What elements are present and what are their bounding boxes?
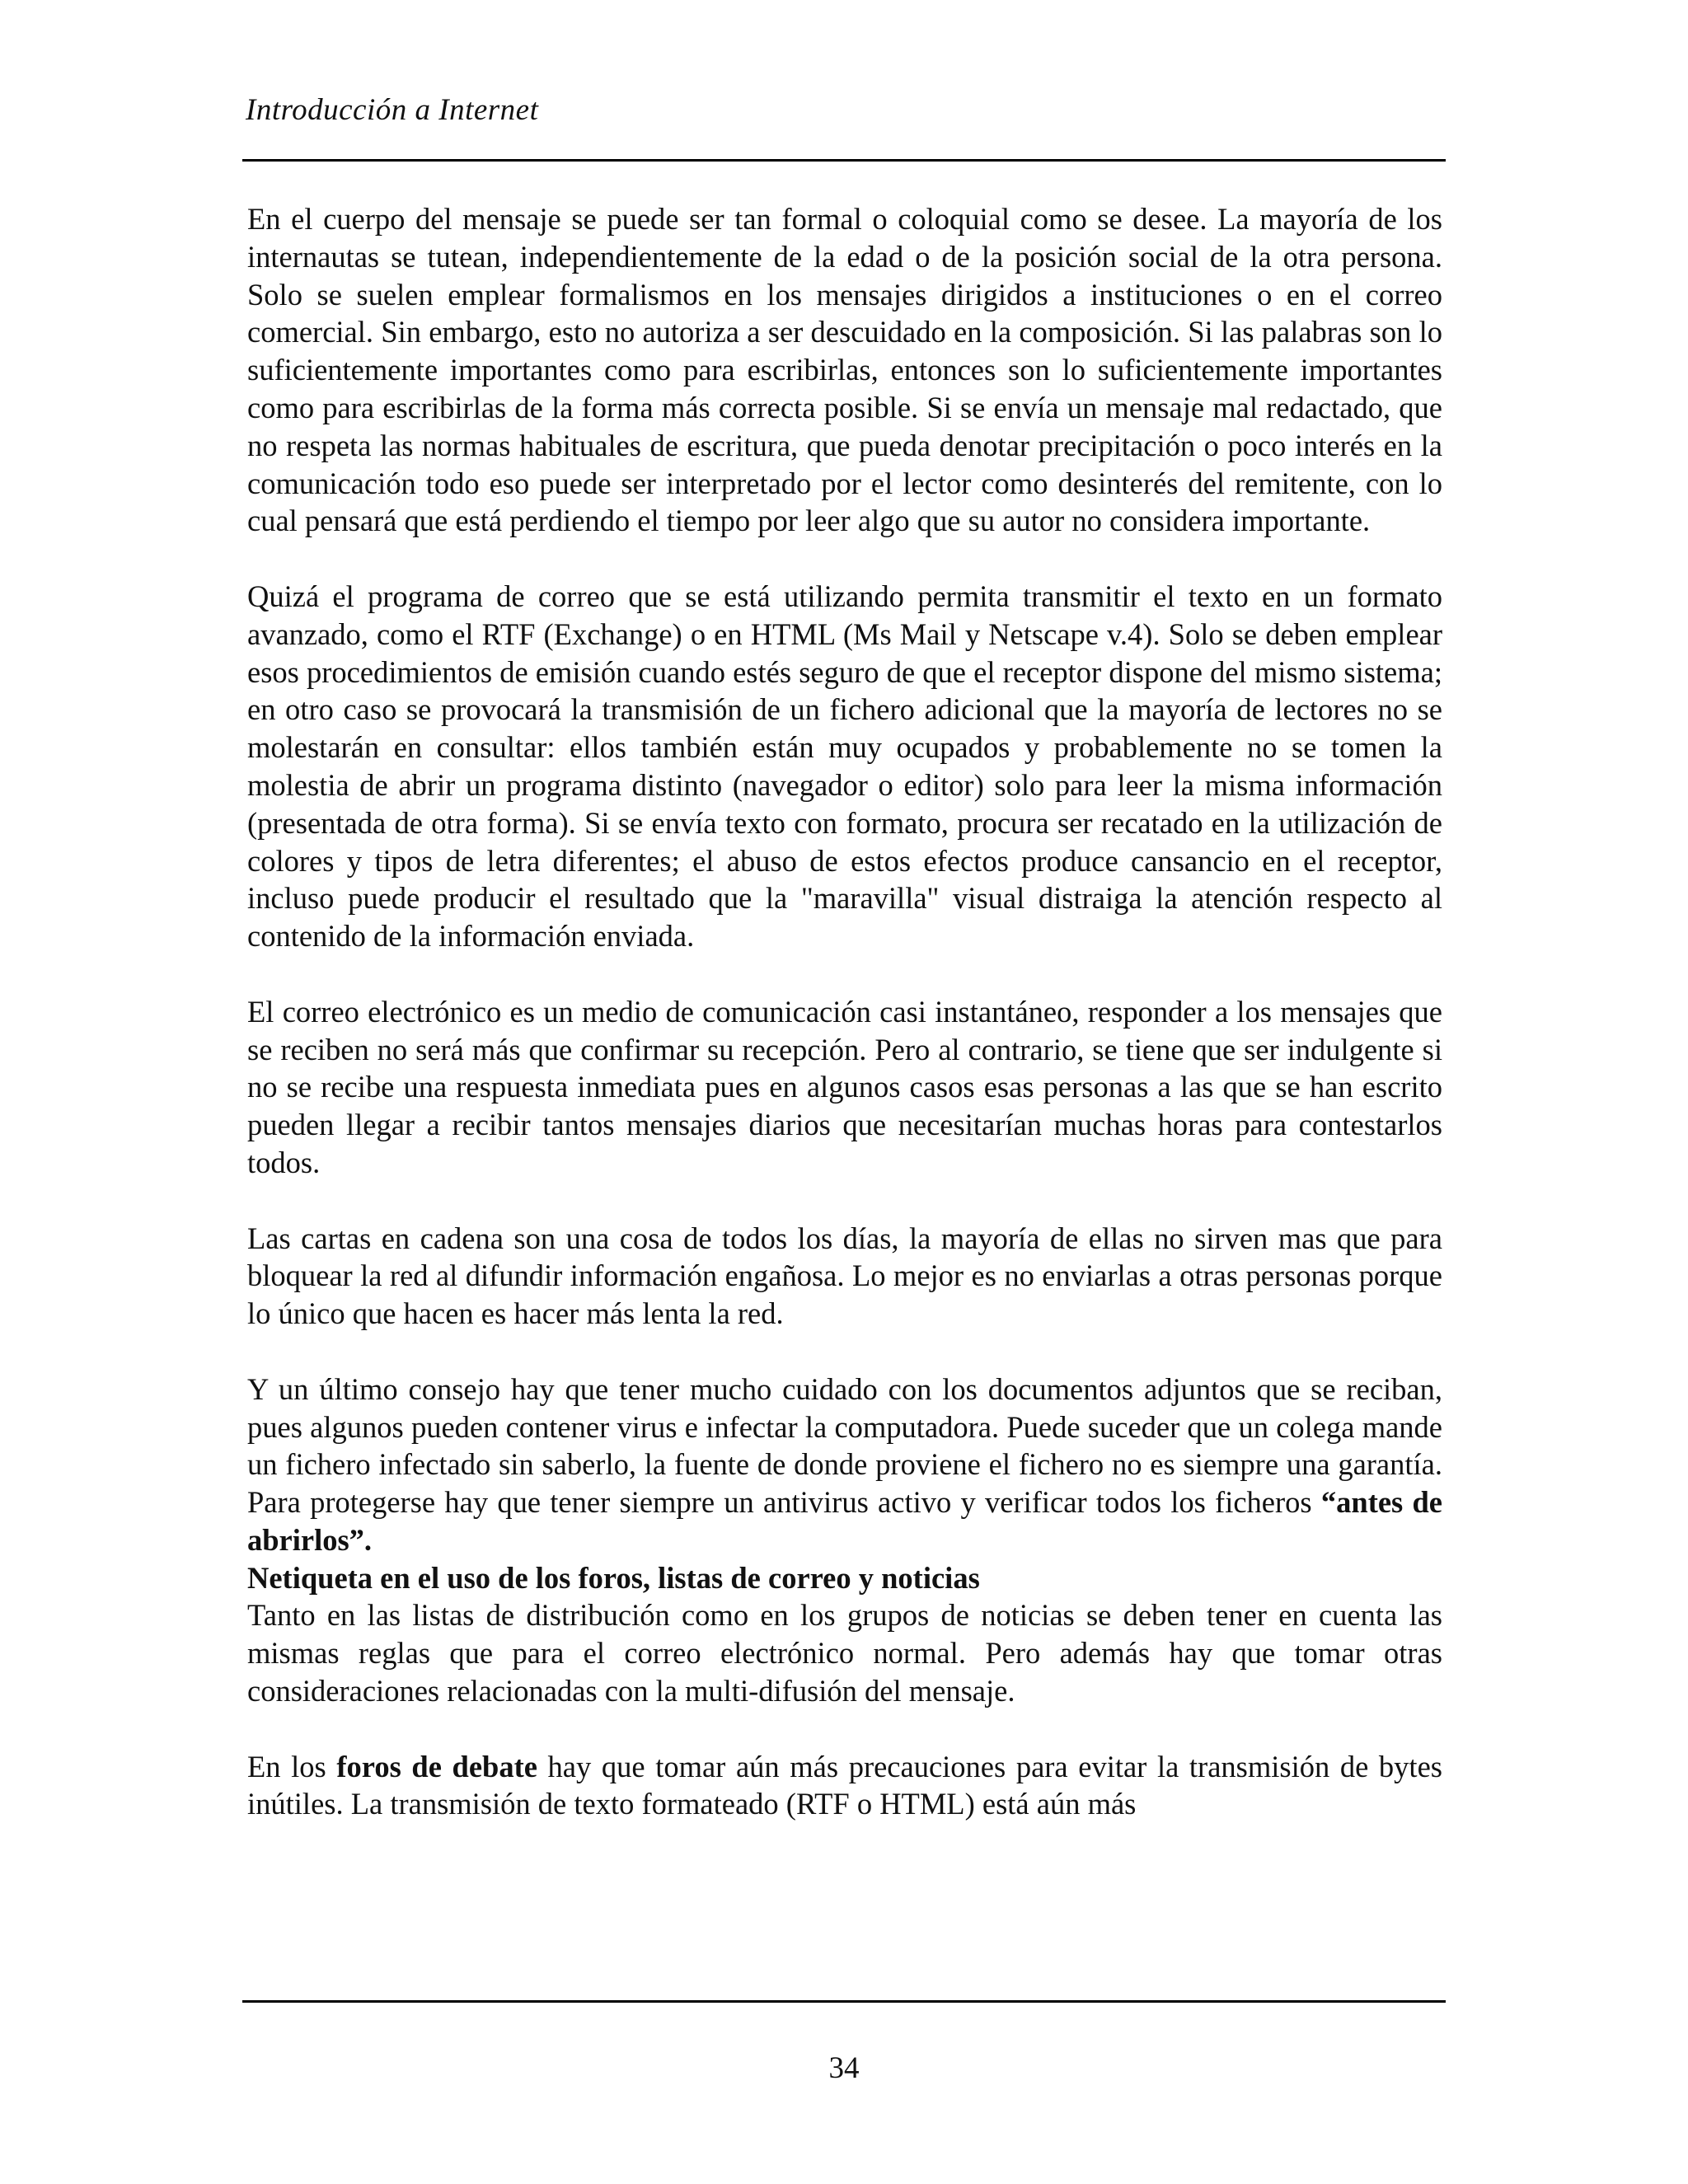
footer-rule [242, 2000, 1446, 2003]
paragraph-7-emphasis: foros de debate [336, 1749, 537, 1783]
paragraph-5-emphasis: “antes de abrirlos”. [247, 1485, 1443, 1557]
paragraph-7 [247, 1748, 1442, 1824]
page-body [247, 200, 1442, 1823]
paragraph-7-post: hay que tomar aún más precauciones para evitar la transmisión de bytes inútiles. La transmisión de texto formateado (RTF o HTML) está aún más [247, 1749, 1442, 1821]
paragraph-3: El correo electrónico es un medio de comunicación casi instantáneo, responder a los mensajes que se reciben no será más que confirmar su recepción. Pero al contrario, se tiene que ser indulgente si no se recibe una respuesta inmediata pues en algunos casos esas personas a las que se han escrito pueden llegar a recibir tantos mensajes diarios que necesitarían muchas horas para contestarlos todos. [247, 994, 1442, 1179]
paragraph-1: En el cuerpo del mensaje se puede ser tan formal o coloquial como se desee. La mayoría de los internautas se tutean, independientemente de la edad o de la posición social de la otra persona. Solo se suelen emplear formalismos en los mensajes dirigidos a instituciones o en el correo comercial. Sin embargo, esto no autoriza a ser descuidado en la composición. Si las palabras son lo suficientemente importantes como para escribirlas, entonces son lo suficientemente importantes como para escribirlas de la forma más correcta posible. Si se envía un mensaje mal redactado, que no respeta las normas habituales de escritura, que pueda denotar precipitación o poco interés en la comunicación todo eso puede ser interpretado por el lector como desinterés del remitente, con lo cual pensará que está perdiendo el tiempo por leer algo que su autor no considera importante. [247, 202, 1442, 538]
paragraph-2: Quizá el programa de correo que se está utilizando permita transmitir el texto en un formato avanzado, como el RTF (Exchange) o en HTML (Ms Mail y Netscape v.4). Solo se deben emplear esos procedimientos de emisión cuando estés seguro de que el receptor dispone del mismo sistema; en otro caso se provocará la transmisión de un fichero adicional que la mayoría de lectores no se molestarán en consultar: ellos también están muy ocupados y probablemente no se tomen la molestia de abrir un programa distinto (navegador o editor) solo para leer la misma información (presentada de otra forma). Si se envía texto con formato, procura ser recatado en la utilización de colores y tipos de letra diferentes; el abuso de estos efectos produce cansancio en el receptor, incluso puede producir el resultado que la "maravilla" visual distraiga la atención respecto al contenido de la información enviada. [247, 579, 1442, 954]
header-rule [242, 159, 1446, 162]
paragraph-5-text: Y un último consejo hay que tener mucho cuidado con los documentos adjuntos que se reciban, pues algunos pueden contener virus e infectar la computadora. Puede suceder que un colega mande un fichero infectado sin saberlo, la fuente de donde proviene el fichero no es siempre una garantía. Para protegerse hay que tener siempre un antivirus activo y verificar todos los ficheros [247, 1371, 1442, 1520]
paragraph-6: Tanto en las listas de distribución como en los grupos de noticias se deben tener en cuenta las mismas reglas que para el correo electrónico normal. Pero además hay que tomar otras consideraciones relacionadas con la multi-difusión del mensaje. [247, 1598, 1442, 1708]
section-heading: Netiqueta en el uso de los foros, listas de correo y noticias [247, 1560, 980, 1595]
running-header: Introducción a Internet [246, 93, 539, 127]
paragraph-4: Las cartas en cadena son una cosa de todos los días, la mayoría de ellas no sirven mas que para bloquear la red al difundir información engañosa. Lo mejor es no enviarlas a otras personas porque lo único que hacen es hacer más lenta la red. [247, 1221, 1442, 1331]
page-number: 34 [828, 2051, 860, 2085]
paragraph-7-pre: En los [247, 1749, 337, 1783]
paragraph-5 [247, 1371, 1442, 1559]
